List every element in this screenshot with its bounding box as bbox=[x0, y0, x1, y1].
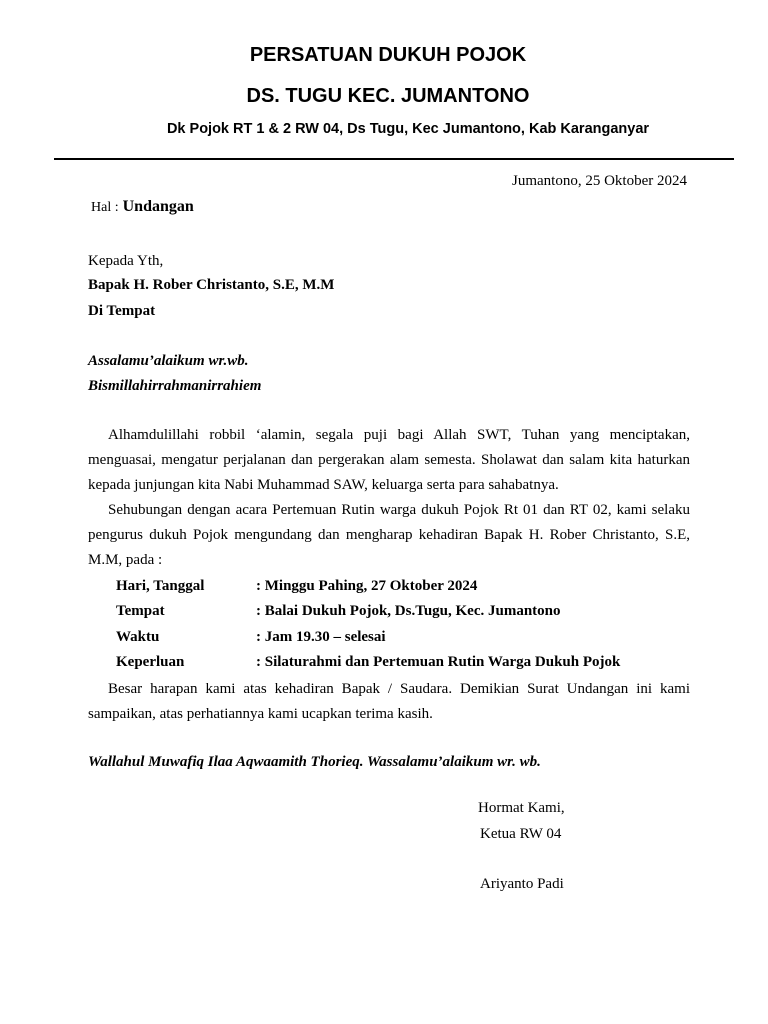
body-paragraph-3: Besar harapan kami atas kehadiran Bapak / Saudara. Demikian Surat Undangan ini kami sampaikan, atas perhatiannya kami ucapkan terima kasih. bbox=[88, 681, 690, 722]
detail-value: : Balai Dukuh Pojok, Ds.Tugu, Kec. Jumantono bbox=[256, 603, 561, 619]
date-line: Jumantono, 25 Oktober 2024 bbox=[512, 173, 687, 189]
detail-value: : Minggu Pahing, 27 Oktober 2024 bbox=[256, 578, 478, 594]
detail-value: : Jam 19.30 – selesai bbox=[256, 629, 386, 645]
body-paragraph-1: Alhamdulillahi robbil ‘alamin, segala puji bagi Allah SWT, Tuhan yang menciptakan, menguasai, mengatur perjalanan dan pergerakan alam semesta. Sholawat dan salam kita haturkan kepada junjungan kita Nabi Muhammad SAW, keluarga serta para sahabatnya. bbox=[88, 427, 690, 493]
greeting-basmalah: Bismillahirrahmanirrahiem bbox=[88, 378, 262, 394]
subject-value: Undangan bbox=[122, 198, 194, 215]
detail-label: Hari, Tanggal bbox=[116, 578, 205, 594]
letterhead-address: Dk Pojok RT 1 & 2 RW 04, Ds Tugu, Kec Jumantono, Kab Karanganyar bbox=[166, 121, 650, 137]
recipient-name: Bapak H. Rober Christanto, S.E, M.M bbox=[88, 277, 335, 293]
detail-row-date bbox=[116, 578, 477, 595]
recipient-place: Di Tempat bbox=[88, 303, 156, 319]
signature-regards: Hormat Kami, bbox=[478, 800, 565, 816]
detail-label: Waktu bbox=[116, 629, 160, 645]
greeting-salam: Assalamu’alaikum wr.wb. bbox=[88, 353, 249, 369]
letterhead-divider bbox=[54, 158, 734, 160]
letterhead-org-name: PERSATUAN DUKUH POJOK bbox=[249, 44, 527, 66]
recipient-salutation: Kepada Yth, bbox=[88, 253, 164, 269]
detail-row-purpose bbox=[116, 654, 620, 671]
letterhead-village: DS. TUGU KEC. JUMANTONO bbox=[246, 85, 530, 107]
detail-label: Keperluan bbox=[116, 654, 185, 670]
closing-line: Wallahul Muwafiq Ilaa Aqwaamith Thorieq. Wassalamu’alaikum wr. wb. bbox=[88, 754, 541, 770]
signature-position: Ketua RW 04 bbox=[480, 826, 562, 842]
detail-row-time bbox=[116, 629, 386, 646]
body-paragraph-2: Sehubungan dengan acara Pertemuan Rutin warga dukuh Pojok Rt 01 dan RT 02, kami selaku pengurus dukuh Pojok mengundang dan mengharap kehadiran Bapak H. Rober Christanto, S.E, M.M, pada : bbox=[88, 502, 690, 568]
detail-value: : Silaturahmi dan Pertemuan Rutin Warga Dukuh Pojok bbox=[256, 654, 621, 670]
subject-line bbox=[91, 198, 194, 216]
detail-label: Tempat bbox=[116, 603, 165, 619]
subject-label: Hal : bbox=[91, 200, 119, 215]
detail-row-place bbox=[116, 603, 561, 620]
signature-name: Ariyanto Padi bbox=[480, 876, 564, 892]
